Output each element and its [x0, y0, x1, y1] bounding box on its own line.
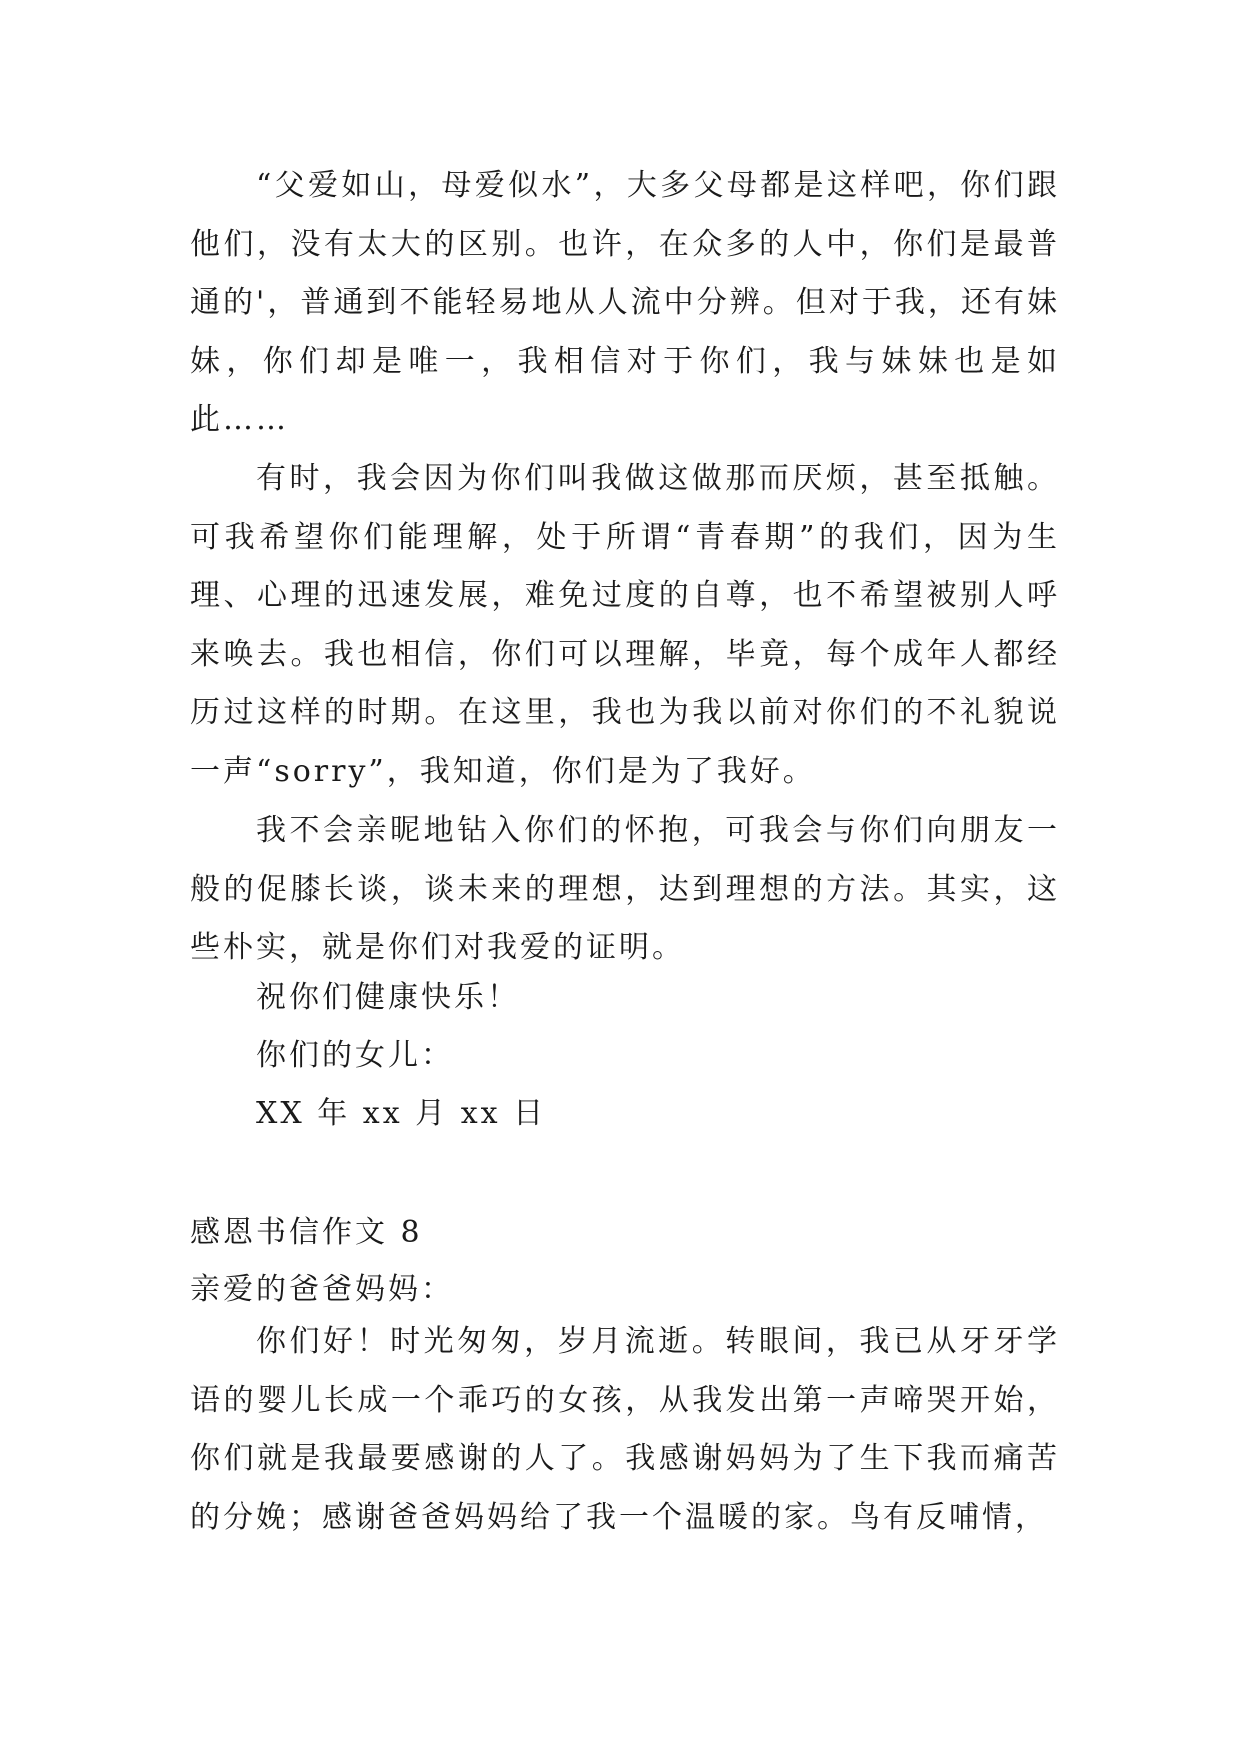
closing-signature: 你们的女儿：	[256, 1038, 454, 1073]
body-paragraph: 有时，我会因为你们叫我做这做那而厌烦，甚至抵触。可我希望你们能理解，处于所谓“青春期”的我们，因为生理、心理的迅速发展，难免过度的自尊，也不希望被别人呼来唤去。我也相信，你们可以理解，毕竟，每个成年人都经历过这样的时期。在这里，我也为我以前对你们的不礼貌说一声“sorry”，我知道，你们是为了我好。	[190, 461, 1060, 789]
body-paragraph: 我不会亲昵地钻入你们的怀抱，可我会与你们向朋友一般的促膝长谈，谈未来的理想，达到理想的方法。其实，这些朴实，就是你们对我爱的证明。	[190, 813, 1060, 965]
letter-salutation: 亲爱的爸爸妈妈：	[190, 1272, 454, 1307]
body-paragraph: 你们好！时光匆匆，岁月流逝。转眼间，我已从牙牙学语的婴儿长成一个乖巧的女孩，从我发出第一声啼哭开始，你们就是我最要感谢的人了。我感谢妈妈为了生下我而痛苦的分娩；感谢爸爸妈妈给了我一个温暖的家。鸟有反哺情，	[190, 1324, 1060, 1535]
closing-wish: 祝你们健康快乐！	[256, 980, 520, 1015]
body-paragraph: “父爱如山，母爱似水”，大多父母都是这样吧，你们跟他们，没有太大的区别。也许，在众多的人中，你们是最普通的'，普通到不能轻易地从人流中分辨。但对于我，还有妹妹，你们却是唯一，我相信对于你们，我与妹妹也是如此……	[190, 168, 1060, 437]
closing-date: XX 年 xx 月 xx 日	[256, 1096, 547, 1131]
section-title: 感恩书信作文 8	[190, 1215, 423, 1250]
